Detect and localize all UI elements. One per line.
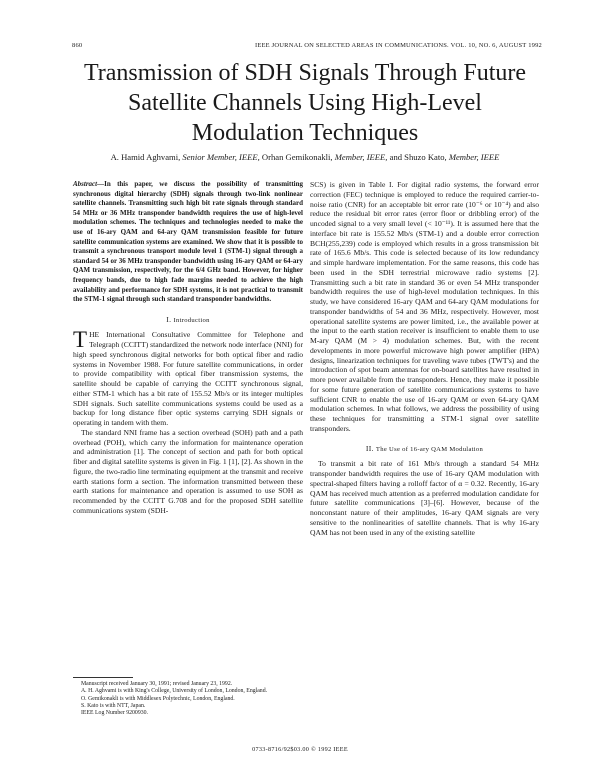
abstract-text: —In this paper, we discuss the possibility of transmitting synchronous digital hierarchy (SDH) signals through two-link nonlinear satellite channels. Transmitting such high bit rate signals through standard 54 MHz or 36 MHz transponder bandwidth requires the use of high-level modulation schemes. The techniques and technologies needed to make the use of 16-ary QAM and 64-ary QAM transmission feasible for future satellite communication systems are examined. We show that it is possible to transmit a synchronous transport module level 1 (STM-1) signal through a standard 54 or 36 MHz transponder bandwidth using 16-ary QAM or 64-ary QAM transmission, respectively, for the 6/4 GHz band. However, for higher frequency bands, due to high fade margins needed to achieve the high availability and performance for SDH systems, it is not practical to transmit the STM-1 signal through such standard transponder bandwidths.: [73, 180, 303, 304]
title-line-3: Modulation Techniques: [191, 120, 419, 146]
section-2-paragraph: To transmit a bit rate of 161 Mb/s through a standard 54 MHz transponder bandwidth requires the use of 16-ary QAM modulation with spectral-shaped filters having a rolloff factor of α = 0.32. Recently, 16-ary QAM has received much attention as a preferred modulation candidate for future satellite communications [3]–[6]. However, because of the nonconstant nature of their amplitudes, 16-ary QAM signals are very sensitive to the nonlinearities of satellite channels. That is why 16-ary QAM has not been used in any of the existing satellite: [310, 459, 539, 537]
right-column: [310, 180, 539, 537]
intro-paragraph-2: The standard NNI frame has a section overhead (SOH) path and a path overhead (POH), which carry the information for maintenance operation and administration [1]. The concept of section and path for both optical fiber and digital satellite systems is given in Fig. 1 [1], [2]. As shown in the figure, the two-radio line terminating equipment at the transmit and receive earth stations form a section. The information transmitted between these earth stations for maintenance and operation is assumed to use SOH as recommended by the CCITT G.708 and for the proposed SDH satellite communications system (SDH-: [73, 427, 303, 515]
abstract: [73, 180, 303, 305]
author-role-3: Member, IEEE: [448, 152, 500, 162]
section-1-heading: [73, 315, 303, 326]
abstract-label: Abstract: [73, 180, 98, 188]
drop-cap: T: [73, 327, 88, 353]
author-name-1: A. Hamid Aghvami,: [110, 152, 181, 162]
footnote-author-1: A. H. Aghvami is with King's College, University of London, London, England.: [81, 688, 268, 695]
footnote-ieee-log: IEEE Log Number 9200930.: [81, 710, 148, 717]
left-column: [73, 180, 303, 516]
author-role-1: Senior Member, IEEE,: [182, 152, 260, 162]
footnote-rule: [73, 677, 133, 678]
title-line-2: Satellite Channels Using High-Level: [128, 90, 482, 116]
footnote-author-2: O. Gemikonakli is with Middlesex Polytechnic, London, England.: [81, 695, 235, 702]
right-paragraph-1: SCS) is given in Table I. For digital radio systems, the forward error correction (FEC) technique is employed to reduce the required carrier-to-noise ratio (CNR) for an acceptable bit error rate (10⁻⁶ or 10⁻⁴) and also reduce the residual bit error rates (error floor or dribbling error) of the uncoded signal to a very small level (< 10⁻¹¹). It is assumed here that the interface bit rate is 155.52 Mb/s (STM-1) and a double error correction BCH(255,239) code is employed which results in a gross transmission bit rate of 165.6 Mb/s. This code is selected because of its low redundancy and simple hardware implementation. For the same reasons, this code has been used in the SDH terrestrial microwave radio systems [2]. Transmitting such a bit rate in standard 36 or even 54 MHz transponder bandwidth requires the use of high-level modulation techniques. In this study, we have considered 16-ary QAM and 64-ary QAM modulations for transponder bandwidths of 54 and 36 MHz, respectively. However, most operational satellite systems are power limited, i.e., the available power at the input to the earth station receiver is insufficient to enable them to use M-ary QAM (M > 4) modulation schemes. But, with the recent developments in more powerful microwave high power amplifier (HPA) designs, linearization techniques for traveling wave tubes (TWT's) and the introduction of spot beam antennas for on-board satellites have resulted in more power available from the transponders. Hence, they make it possible for some future generation of satellite communications systems to have sufficient CNR to enable the use of 16-ary QAM or even 64-ary QAM modulation schemes. In what follows, we address the possibility of using these techniques for transmitting a STM-1 signal over satellite transponders.: [310, 180, 539, 433]
section-2-heading: [310, 444, 539, 455]
footnote-received: Manuscript received January 30, 1991; revised January 23, 1992.: [81, 681, 233, 687]
paper-title: [70, 58, 540, 148]
author-line: [70, 152, 540, 162]
footnote-author-3: S. Kato is with NTT, Japan.: [81, 702, 146, 709]
copyright-footer: 0733-8716/92$03.00 © 1992 IEEE: [252, 746, 348, 753]
author-role-2: Member, IEEE,: [334, 152, 388, 162]
intro-paragraph-1-text: HE International Consultative Committee for Telephone and Telegraph (CCITT) standardized the network node interface (NNI) for high speed synchronous digital networks for both optical fiber and radio systems in November 1988. For future satellite communications, in order to provide compatibility with optical fiber transmission systems, the satellite should be capable of carrying the CCITT synchronous signal, either STM-1 which has a bit rate of 155.52 Mb/s or its integer multiples SDH signals. Such satellite communications systems could be used as a backup for long distance fiber optic systems carrying SDH signals or operating in tandem with them.: [73, 330, 303, 428]
author-name-2: Orhan Gemikonakli,: [261, 152, 333, 162]
author-name-3: and Shuzo Kato,: [389, 152, 447, 162]
footnotes: [73, 677, 303, 717]
running-header: [72, 42, 542, 54]
page-number: 860: [72, 42, 83, 49]
section-1-title: Introduction: [173, 316, 210, 324]
title-line-1: Transmission of SDH Signals Through Future: [83, 60, 527, 86]
section-1-number: I.: [166, 314, 172, 324]
journal-running-head: IEEE JOURNAL ON SELECTED AREAS IN COMMUNICATIONS. VOL. 10, NO. 6, AUGUST 1992: [254, 42, 542, 49]
intro-paragraph-1: [73, 327, 303, 428]
section-2-title: The Use of 16-ary QAM Modulation: [375, 445, 484, 453]
section-2-number: II.: [365, 443, 374, 453]
